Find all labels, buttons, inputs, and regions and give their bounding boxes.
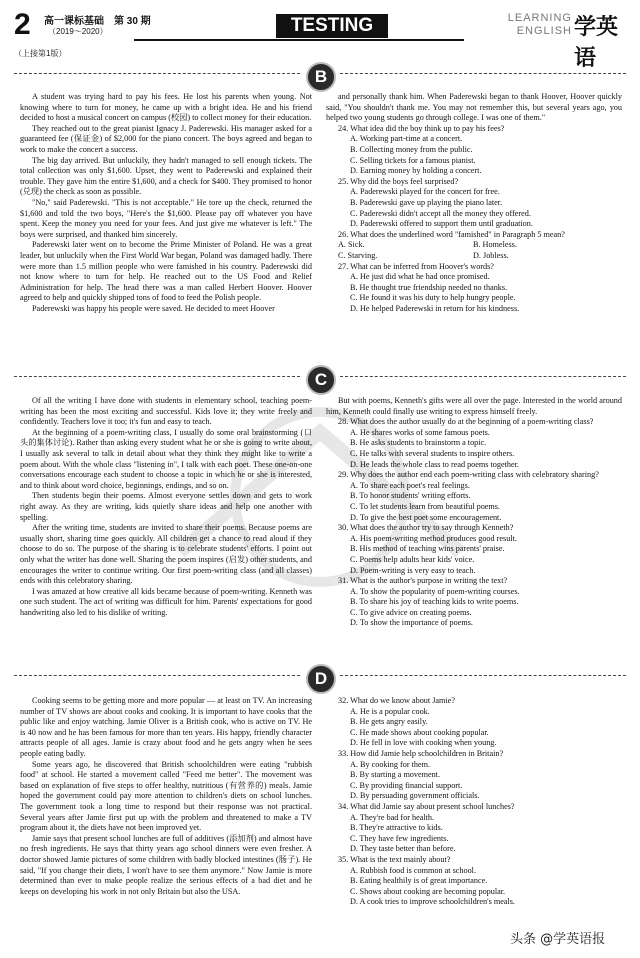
option: A. His poem-writing method produces good result. [350,533,517,543]
paragraph: Some years ago, he discovered that British schoolchildren were eating "rubbish food" at school. He started a movement called "Feed me better". The movement was based on explanation of five steps to offer healthy, nutritious (有营养的) meals. Jamie hoped the government could pay more attention to children's diets on school lunches. The government took a long time to respond but their response was not practical. Several years after Jamie first put up with the problem and threatened to make a TV program about it, the diets have not been improved yet. [20,759,312,833]
paragraph: But with poems, Kenneth's gifts were all over the page. Interested in the world around him, Kenneth could finally use writing to express himself freely. [326,396,622,416]
option: A. He just did what he had once promised. [350,272,490,282]
paragraph: The big day arrived. But unluckily, they hadn't managed to sell enough tickets. The total collection was only $1,600. Upset, they went to Paderewski and explained their trouble. They gave him the entire $1,600, and a check for $400. They promised to honor (兑现) the check as soon as possible. [20,155,312,197]
question: 34. What did Jamie say about present school lunches? [338,801,515,811]
question: 35. What is the text mainly about? [338,854,451,864]
option: B. Eating healthily is of great importance. [350,876,488,886]
option: D. They taste better than before. [350,844,456,854]
dashed-rule [340,675,626,676]
paragraph: Cooking seems to be getting more and more popular — at least on TV. An increasing number of TV shows are about cooks and cooking. It is important to have cooks that the public like and enjoy watching. Jamie Oliver is a British cook, who is active on TV. He is 40 now and he has been famous for more than ten years. His happy, friendly character attracts people of all ages. Jamie is crazy about food and he gets angry when he sees people eating badly. [20,696,312,758]
option: B. They're attractive to kids. [350,823,443,833]
option: D. He fell in love with cooking when young. [350,738,497,748]
brand-line-1: LEARNING [507,12,572,24]
option: B. Homeless. [473,240,517,250]
option: C. They have few ingredients. [350,833,449,843]
option: C. Poems help adults hear kids' voice. [350,554,475,564]
section-divider-b [14,62,626,86]
option: C. He made shows about cooking popular. [350,727,489,737]
question: 29. Why does the author end each poem-writing class with celebratory sharing? [338,470,599,480]
header-rule [134,39,464,41]
passage-c-left [20,396,312,618]
option: A. Sick. [338,240,365,250]
dashed-rule [340,376,626,377]
option: C. To give advice on creating poems. [350,607,472,617]
option: C. By providing financial support. [350,780,463,790]
brand-line-2: ENGLISH [516,25,572,37]
paragraph: A student was trying hard to pay his fees. He lost his parents when young. Not knowing where to turn for money, he came up with a bright idea. He and his friend decided to host a musical concert on campus (校园) to collect money for their education. [20,92,312,123]
option-row [326,251,622,262]
question: 25. Why did the boys feel surprised? [338,176,459,186]
question: 32. What do we know about Jamie? [338,696,455,705]
continued-note: （上接第1版） [14,49,67,58]
option: B. He thought true friendship needed no thanks. [350,282,508,292]
section-badge-b: B [306,62,336,92]
dashed-rule [14,675,300,676]
option: B. By starting a movement. [350,770,441,780]
issue-label: 高一课标基础 第 30 期 [44,16,151,27]
paragraph: Paderewski was happy his people were saved. He decided to meet Hoover [32,303,275,313]
dashed-rule [14,73,300,74]
option: A. Rubbish food is common at school. [350,865,476,875]
option: D. Jobless. [473,250,509,260]
option: D. Earning money by holding a concert. [350,166,482,176]
brand-logo: 学英语 [574,14,619,71]
option: A. They're bad for health. [350,812,435,822]
option: A. He is a popular cook. [350,706,430,716]
option: C. Starving. [338,250,378,260]
option: A. Working part-time at a concert. [350,134,463,144]
paragraph: Then students begin their poems. Almost everyone settles down and gets to work right away. As they are writing, kids quietly share ideas and help one another with spelling. [20,491,312,522]
option: C. He talks with several students to inspire others. [350,448,515,458]
option: B. He asks students to brainstorm a topic. [350,438,487,448]
option: B. He gets angry easily. [350,717,428,727]
paragraph: At the beginning of a poem-writing class, I usually do some oral brainstorming (口头的集体讨论). Rather than asking every student what he or she is going to write about, I usually ask several to talk in detail about what they think they might like to write a poem about. With the whole class "listening in", I talk with each poet. These one-on-one conversations encourage each student to choose a topic in which he or she is interested, and to think about word choice, beginnings, endings, and so on. [20,427,312,490]
paragraph: and personally thank him. When Paderewski began to thank Hoover, Hoover quickly said, "You shouldn't thank me. You may not remember this, but several years ago, you helped two young students go through college. I was one of them." [326,92,622,123]
question: 28. What does the author usually do at the beginning of a poem-writing class? [338,417,594,427]
paragraph: I was amazed at how creative all kids became because of poem-writing. Kenneth was one such student. The act of writing was difficult for him. Parents' expectations for good handwriting also led to his dislike of writing. [20,586,312,617]
option: C. Shows about cooking are becoming popular. [350,886,506,896]
question: 27. What can be inferred from Hoover's words? [338,261,494,271]
paragraph: They reached out to the great pianist Ignacy J. Paderewski. His manager asked for a guaranteed fee (保证金) of $2,000 for the piano concert. The boys agreed and began to work to make the concert a success. [20,123,312,154]
dashed-rule [14,376,300,377]
option: B. His method of teaching wins parents' praise. [350,544,505,554]
option: B. Paderewski gave up playing the piano later. [350,197,503,207]
option: C. To let students learn from beautiful poems. [350,501,501,511]
question: 26. What does the underlined word "famished" in Paragraph 5 mean? [338,229,565,239]
testing-banner: TESTING [276,14,388,38]
option: B. Collecting money from the public. [350,144,473,154]
option: D. He helped Paderewski in return for his kindness. [350,303,520,313]
option: A. He shares works of some famous poets. [350,427,490,437]
section-badge-c: C [306,365,336,395]
option: D. Poem-writing is very easy to teach. [350,565,476,575]
passage-d-left [20,696,312,897]
section-divider-d [14,664,626,688]
passage-d-right [326,696,622,908]
question: 33. How did Jamie help schoolchildren in Britain? [338,748,504,758]
option-row [326,240,622,251]
option: D. To give the best poet some encouragement. [350,512,502,522]
paragraph: Of all the writing I have done with students in elementary school, teaching poem-writing has been the most exciting and successful. Kids love it; they write freely and confidently. Teachers love it too; it's fun and easy to teach. [20,396,312,427]
option: C. He found it was his duty to help hungry people. [350,293,516,303]
option: C. Paderewski didn't accept all the money they offered. [350,208,531,218]
option: A. Paderewski played for the concert for free. [350,187,500,197]
option: C. Selling tickets for a famous pianist. [350,155,476,165]
paragraph: Paderewski later went on to become the Prime Minister of Poland. He was a great leader, but unluckily when the First World War began, Poland was damaged badly. There were more than 1.5 million people who were famished in his country. Paderewski did not know where to turn for help. He reached out to the US Food and Relief Administration for help. The head there was a man called Herbert Hoover. Hoover agreed to help and quickly shipped tons of food to feed the Polish people. [20,240,312,303]
option: A. To show the popularity of poem-writing courses. [350,586,520,596]
section-badge-d: D [306,664,336,694]
dashed-rule [340,73,626,74]
option: B. To share his joy of teaching kids to write poems. [350,597,519,607]
question: 30. What does the author try to say through Kenneth? [338,523,514,533]
question: 24. What idea did the boy think up to pay his fees? [338,123,505,133]
passage-c-right [326,396,622,629]
brand-text [492,12,572,38]
year-label: （2019～2020） [48,27,108,36]
option: D. Paderewski offered to support them until graduation. [350,219,533,229]
section-divider-c [14,365,626,389]
paragraph: After the writing time, students are invited to share their poems. Because poems are usually short, sharing time goes quickly. All children get a chance to read aloud if they choose to do so. The purpose of the sharing is to celebrate students' efforts. I point out only what the writer has done well. Sharing the poem inspires (启发) other students, and encourages the writer to continue writing. Our first poem-writing class (and all classes) ends with this celebratory sharing. [20,523,312,586]
option: D. By persuading government officials. [350,791,480,801]
option: B. To honor students' writing efforts. [350,491,471,501]
option: A. By cooking for them. [350,759,431,769]
passage-b-left [20,92,312,314]
option: D. He leads the whole class to read poems together. [350,459,519,469]
question: 31. What is the author's purpose in writing the text? [338,576,508,586]
passage-b-right [326,92,622,314]
paragraph: Jamie says that present school lunches are full of additives (添加剂) and almost have no fresh ingredients. He says that thirty years ago school dinners were even fresher. A doctor showed Jamie pictures of some children with badly blocked intestines (肠子). He said, "If you change their diets, I won't have to see them anymore." Now Jamie is more determined than ever to make people realize the serious effects of a bad diet and he keeps on developing his work in not only Britain but also the USA. [20,833,312,896]
option: D. A cook tries to improve schoolchildren's meals. [350,897,515,907]
footer-source: 头条 @学英语报 [510,932,606,947]
paragraph: "No," said Paderewski. "This is not acceptable." He tore up the check, returned the $1,600 and told the two boys, "Here's the $1,600. Please pay off whatever you have spent. Keep the money you need for your fees. And just give me whatever is left." The boys were surprised, and thanked him sincerely. [20,197,312,239]
option: D. To show the importance of poems. [350,618,473,628]
page-number: 2 [14,8,31,41]
option: A. To share each poet's real feelings. [350,480,470,490]
